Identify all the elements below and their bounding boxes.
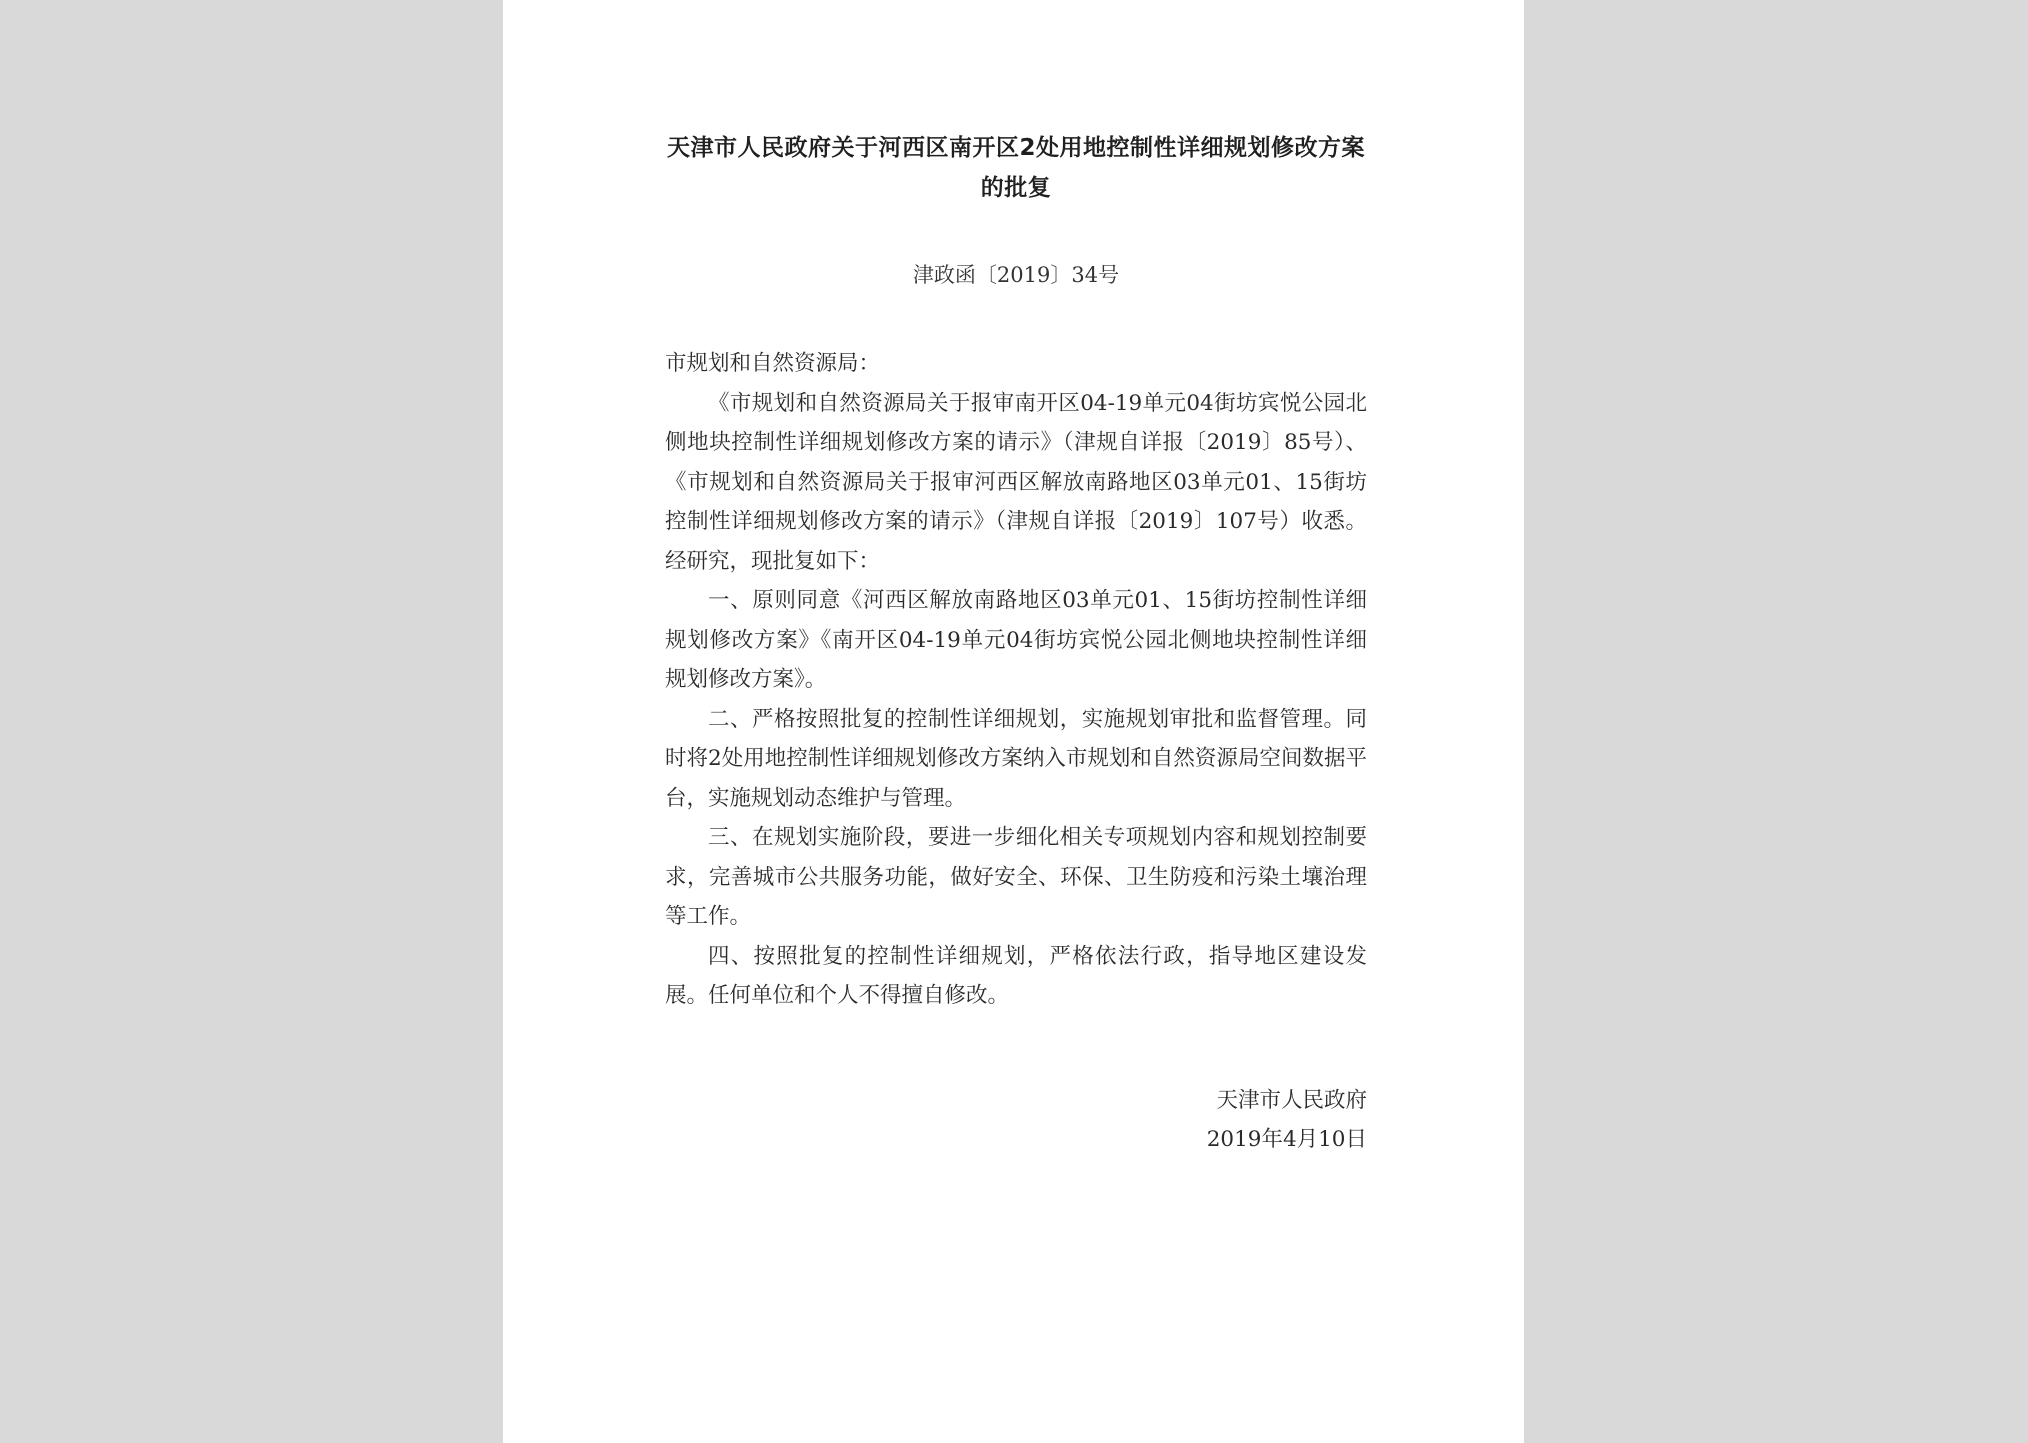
document-content bbox=[665, 128, 1367, 1160]
signature-block bbox=[665, 1081, 1367, 1160]
paragraph-item-2: 二、严格按照批复的控制性详细规划，实施规划审批和监督管理。同时将2处用地控制性详细规划修改方案纳入市规划和自然资源局空间数据平台，实施规划动态维护与管理。 bbox=[665, 706, 1367, 811]
salutation: 市规划和自然资源局： bbox=[665, 351, 881, 376]
paragraph-item-3: 三、在规划实施阶段，要进一步细化相关专项规划内容和规划控制要求，完善城市公共服务功能，做好安全、环保、卫生防疫和污染土壤治理等工作。 bbox=[665, 825, 1367, 929]
signature-date: 2019年4月10日 bbox=[1206, 1127, 1367, 1152]
paragraph-item-4: 四、按照批复的控制性详细规划，严格依法行政，指导地区建设发展。任何单位和个人不得擅自修改。 bbox=[665, 943, 1367, 1008]
paragraph-item-1: 一、原则同意《河西区解放南路地区03单元01、15街坊控制性详细规划修改方案》《南开区04-19单元04街坊宾悦公园北侧地块控制性详细规划修改方案》。 bbox=[665, 588, 1367, 692]
document-body bbox=[665, 344, 1367, 1016]
signature-organization: 天津市人民政府 bbox=[1216, 1087, 1367, 1113]
document-number: 津政函〔2019〕34号 bbox=[912, 263, 1120, 287]
document-page bbox=[503, 0, 1524, 1443]
document-title: 天津市人民政府关于河西区南开区2处用地控制性详细规划修改方案的批复 bbox=[666, 135, 1365, 201]
paragraph-intro: 《市规划和自然资源局关于报审南开区04-19单元04街坊宾悦公园北侧地块控制性详细规划修改方案的请示》（津规自详报〔2019〕85号）、《市规划和自然资源局关于报审河西区解放南路地区03单元01、15街坊控制性详细规划修改方案的请示》（津规自详报〔2019〕107号）收悉。经研究，现批复如下： bbox=[665, 390, 1367, 574]
